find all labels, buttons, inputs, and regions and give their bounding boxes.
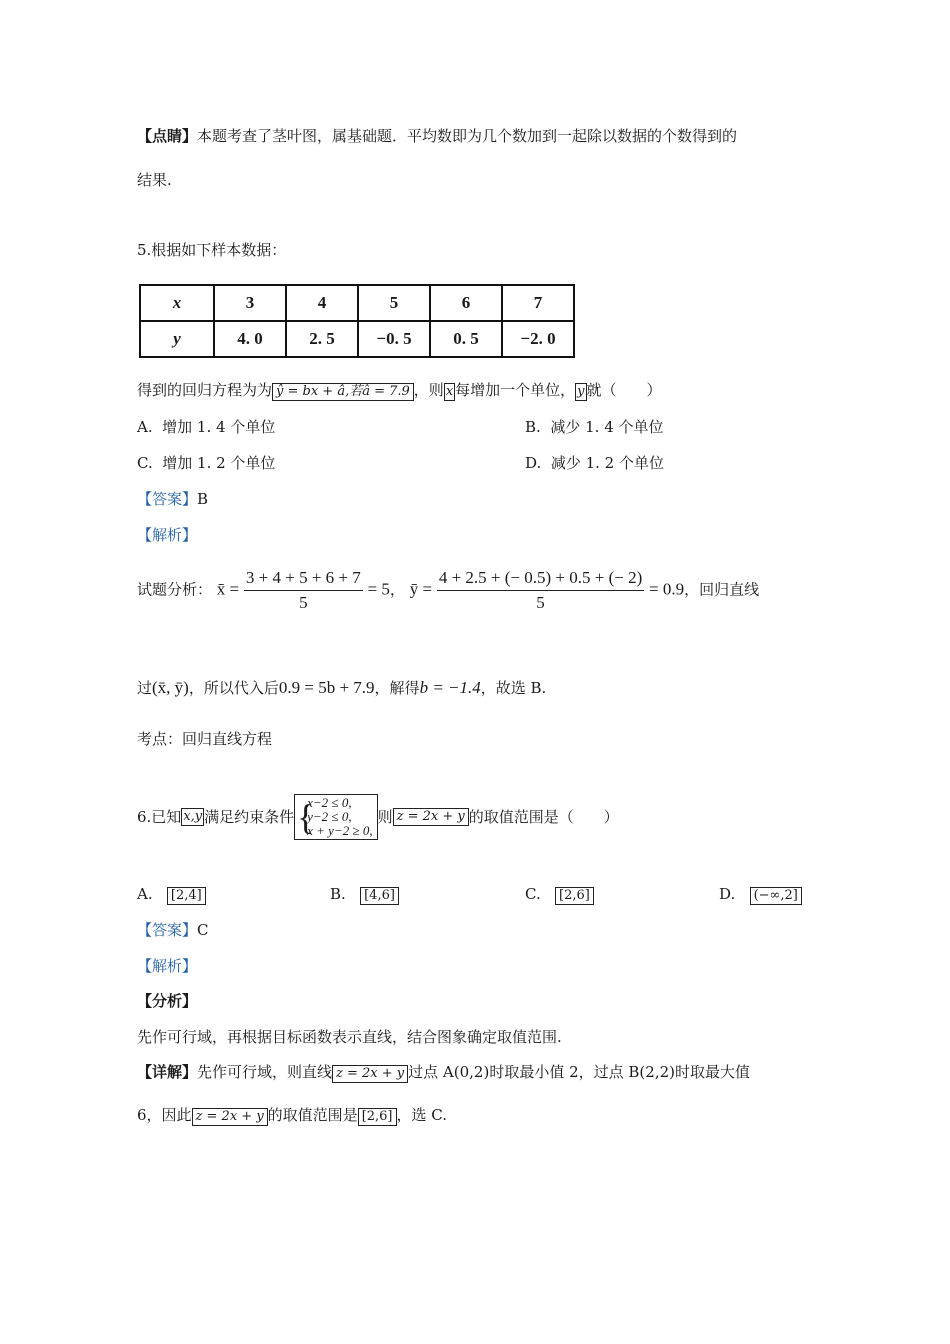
option-label: D. (719, 885, 736, 903)
xbar-symbol: x̄ = (216, 579, 240, 599)
objective-function: z = 2x + y (192, 1108, 268, 1126)
text-span: ，则 (413, 381, 444, 399)
text-span: 的取值范围是（ ） (468, 808, 619, 826)
constraint-3: x + y−2 ≥ 0, (307, 823, 373, 838)
fraction-numerator: 4 + 2.5 + (− 0.5) + 0.5 + (− 2) (437, 568, 644, 591)
objective-function: z = 2x + y (393, 808, 469, 826)
text-span: 得到的回归方程为为 (137, 381, 273, 399)
text-span: 则 (377, 808, 393, 826)
text-span: ，所以代入后 (188, 679, 279, 697)
option-label: C. (137, 454, 153, 472)
q5-option-a (137, 417, 275, 437)
option-text: (−∞,2] (750, 887, 802, 905)
fraction-denominator: 5 (536, 593, 545, 612)
option-label: B. (525, 418, 541, 436)
table-cell: 4 (286, 285, 358, 321)
answer-tag: 【答案】 (137, 490, 198, 508)
text-span: 6，因此 (137, 1106, 192, 1124)
text-span: ，故选 B. (480, 679, 547, 697)
fraction-denominator: 5 (299, 593, 308, 612)
table-row (140, 321, 574, 357)
q6-fenxi-tag (137, 991, 197, 1011)
q5-solution-line1 (137, 568, 759, 613)
text-span: 的取值范围是 (267, 1106, 358, 1124)
q5-stem: 5.根据如下样本数据： (137, 241, 287, 259)
answer-value: B (197, 490, 209, 508)
y-variable: y (577, 384, 585, 399)
text-span: 满足约束条件 (204, 808, 295, 826)
objective-function: z = 2x + y (332, 1065, 408, 1083)
xbar-fraction (244, 568, 363, 613)
ybar-symbol: ȳ = (409, 579, 433, 599)
text-span: 试题分析： (137, 580, 213, 599)
option-text: 减少 1. 4 个单位 (550, 418, 664, 436)
note-tag: 【点睛】 (137, 127, 198, 145)
option-text: 减少 1. 2 个单位 (550, 454, 664, 472)
range-result: [2,6] (358, 1108, 397, 1126)
q6-fenxi: 先作可行域，再根据目标函数表示直线，结合图象确定取值范围. (137, 1028, 562, 1046)
q5-option-b (525, 417, 664, 437)
option-text: 增加 1. 4 个单位 (162, 418, 276, 436)
table-cell: 6 (430, 285, 502, 321)
table-cell: −0. 5 (358, 321, 430, 357)
text-span: 先作可行域，则直线 (197, 1063, 333, 1081)
b-result: b = −1.4 (419, 678, 481, 697)
mean-point: (x̄, ȳ) (152, 678, 189, 697)
option-label: D. (525, 454, 542, 472)
option-text: 增加 1. 2 个单位 (162, 454, 276, 472)
option-text: [4,6] (360, 887, 399, 905)
q6-xiangjie-line1 (137, 1062, 750, 1083)
note-paragraph (137, 126, 737, 146)
q5-question-line (137, 380, 662, 401)
xbar-result: = 5 (367, 579, 390, 599)
table-cell: 4. 0 (214, 321, 286, 357)
ybar-fraction (437, 568, 644, 613)
text-span: ，选 C. (396, 1106, 447, 1124)
x-variable: x (445, 384, 454, 399)
constraint-system (294, 794, 377, 840)
ybar-result: = 0.9 (649, 579, 685, 599)
answer-tag: 【答案】 (137, 921, 198, 939)
table-cell: 5 (358, 285, 430, 321)
xiangjie-tag: 【详解】 (137, 1063, 198, 1081)
q6-analysis-tag: 【解析】 (137, 957, 198, 975)
note-line1: 本题考查了茎叶图，属基础题．平均数即为几个数加到一起除以数据的个数得到的 (197, 127, 738, 145)
note-line2: 结果. (137, 171, 172, 189)
text-span: 过 (137, 679, 153, 697)
option-label: A. (137, 885, 153, 903)
q5-solution-line2 (137, 678, 546, 698)
table-cell: y (140, 321, 214, 357)
option-label: C. (525, 885, 541, 903)
brace-icon: { (297, 797, 315, 837)
text-span: ，解得 (374, 679, 420, 697)
table-cell: 0. 5 (430, 321, 502, 357)
q6-stem (137, 794, 619, 840)
text-span: 6.已知 (137, 808, 182, 826)
q5-option-d (525, 453, 664, 473)
answer-value: C (197, 921, 209, 939)
q6-option-b (330, 884, 399, 905)
q6-option-c (525, 884, 594, 905)
q5-option-c (137, 453, 275, 473)
option-label: A. (137, 418, 153, 436)
q6-answer (137, 920, 209, 940)
text-span: ， (389, 580, 405, 599)
text-span: ，回归直线 (684, 580, 760, 599)
constraint-2: y−2 ≤ 0, (307, 809, 352, 824)
table-cell: x (140, 285, 214, 321)
table-cell: −2. 0 (502, 321, 574, 357)
q5-answer (137, 489, 208, 509)
q5-analysis-tag: 【解析】 (137, 526, 198, 544)
fraction-numerator: 3 + 4 + 5 + 6 + 7 (244, 568, 363, 591)
xy-variables: x,y (183, 809, 203, 824)
table-cell: 7 (502, 285, 574, 321)
regression-equation: ŷ = bx + â,若â = 7.9 (272, 383, 414, 401)
option-label: B. (330, 885, 346, 903)
option-text: [2,4] (167, 887, 206, 905)
constraint-1: x−2 ≤ 0, (307, 795, 352, 810)
option-text: [2,6] (555, 887, 594, 905)
table-row (140, 285, 574, 321)
substituted-equation: 0.9 = 5b + 7.9 (278, 678, 375, 697)
sample-data-table (139, 284, 575, 358)
table-cell: 3 (214, 285, 286, 321)
q6-xiangjie-line2 (137, 1105, 447, 1126)
text-span: 就（ ） (586, 381, 662, 399)
q6-option-d (719, 884, 802, 905)
q6-option-a (137, 884, 206, 905)
text-span: 每增加一个单位， (455, 381, 576, 399)
q5-kaodian: 考点：回归直线方程 (137, 730, 273, 748)
fenxi-tag-text: 【分析】 (137, 992, 198, 1010)
table-cell: 2. 5 (286, 321, 358, 357)
text-span: 过点 A(0,2)时取最小值 2，过点 B(2,2)时取最大值 (408, 1063, 750, 1081)
